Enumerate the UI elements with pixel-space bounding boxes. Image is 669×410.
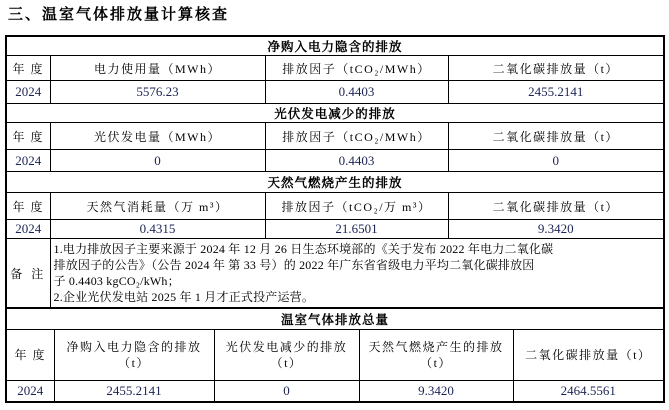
cell-year: 2024 [6, 150, 50, 172]
data-row-gas [6, 220, 664, 239]
data-row-solar [6, 150, 664, 172]
col-header-co2-amount: 二氧化碳排放量（t） [448, 56, 664, 81]
notes-line-1: 1.电力排放因子主要来源于 2024 年 12 月 26 日生态环境部的《关于发布 2022 年电力二氧化碳 [53, 242, 554, 256]
header-row-solar [6, 123, 664, 150]
col-header-emission-factor: 排放因子（tCO₂/MWh） [265, 56, 448, 81]
cell-co2-amount: 9.3420 [448, 220, 664, 239]
notes-label: 备 注 [6, 239, 50, 309]
col-header-total-electricity-label: 净购入电力隐含的排放 [66, 339, 202, 354]
section-title-solar: 光伏发电减少的排放 [6, 104, 664, 123]
cell-co2-amount: 0 [448, 150, 664, 172]
header-row-electricity [6, 56, 664, 81]
ghg-total-table [5, 307, 665, 403]
cell-solar-generation: 0 [50, 150, 265, 172]
col-header-total-gas-label: 天然气燃烧产生的排放 [368, 339, 504, 354]
notes-line-3: 子 0.4403 kgCO₂/kWh； [53, 274, 180, 288]
data-row-electricity [6, 81, 664, 104]
notes-line-4: 2.企业光伏发电站 2025 年 1 月才正式投产运营。 [53, 290, 315, 304]
col-header-emission-factor: 排放因子（tCO₂/万 m³） [265, 193, 448, 220]
col-header-total-electricity [54, 329, 214, 380]
col-header-total-co2-label: 二氧化碳排放量（t） [525, 347, 652, 362]
col-header-year: 年 度 [6, 56, 50, 81]
notes-body [50, 239, 664, 309]
notes-row [6, 239, 664, 309]
col-header-year: 年 度 [6, 123, 50, 150]
col-header-gas-consumption: 天然气消耗量（万 m³） [50, 193, 265, 220]
section-row-electricity [6, 36, 664, 56]
section-title-electricity: 净购入电力隐含的排放 [6, 36, 664, 56]
cell-year: 2024 [6, 81, 50, 104]
cell-gas-consumption: 0.4315 [50, 220, 265, 239]
cell-emission-factor: 21.6501 [265, 220, 448, 239]
data-row-total [6, 380, 664, 402]
cell-total-electricity: 2455.2141 [54, 380, 214, 402]
ghg-emissions-table [5, 35, 665, 309]
section-title-total: 温室气体排放总量 [6, 308, 664, 329]
cell-total-solar: 0 [214, 380, 359, 402]
section-row-solar [6, 104, 664, 123]
cell-total-gas: 9.3420 [359, 380, 513, 402]
col-header-total-electricity-unit: （t） [118, 355, 150, 370]
notes-line-2: 排放因子的公告》（公告 2024 年 第 33 号）的 2022 年广东省省级电力平均二氧化碳排放因 [53, 258, 535, 272]
cell-year: 2024 [6, 380, 54, 402]
header-row-total [6, 329, 664, 380]
cell-electricity-usage: 5576.23 [50, 81, 265, 104]
cell-total-co2: 2464.5561 [513, 380, 664, 402]
cell-emission-factor: 0.4403 [265, 150, 448, 172]
col-header-total-solar-unit: （t） [270, 355, 303, 370]
col-header-co2-amount: 二氧化碳排放量（t） [448, 193, 664, 220]
col-header-total-gas-unit: （t） [420, 355, 452, 370]
col-header-solar-generation: 光伏发电量（MWh） [50, 123, 265, 150]
section-title-gas: 天然气燃烧产生的排放 [6, 172, 664, 193]
col-header-total-co2 [513, 329, 664, 380]
col-header-total-gas [359, 329, 513, 380]
col-header-year [6, 329, 54, 380]
col-header-emission-factor: 排放因子（tCO₂/MWh） [265, 123, 448, 150]
col-header-year: 年 度 [6, 193, 50, 220]
col-header-year-label: 年 度 [14, 347, 46, 362]
cell-co2-amount: 2455.2141 [448, 81, 664, 104]
section-row-gas [6, 172, 664, 193]
col-header-total-solar-label: 光伏发电减少的排放 [225, 339, 348, 354]
cell-emission-factor: 0.4403 [265, 81, 448, 104]
cell-year: 2024 [6, 220, 50, 239]
col-header-co2-amount: 二氧化碳排放量（t） [448, 123, 664, 150]
col-header-total-solar [214, 329, 359, 380]
header-row-gas [6, 193, 664, 220]
col-header-electricity-usage: 电力使用量（MWh） [50, 56, 265, 81]
page-title: 三、温室气体排放量计算核查 [8, 7, 230, 23]
section-row-total [6, 308, 664, 329]
